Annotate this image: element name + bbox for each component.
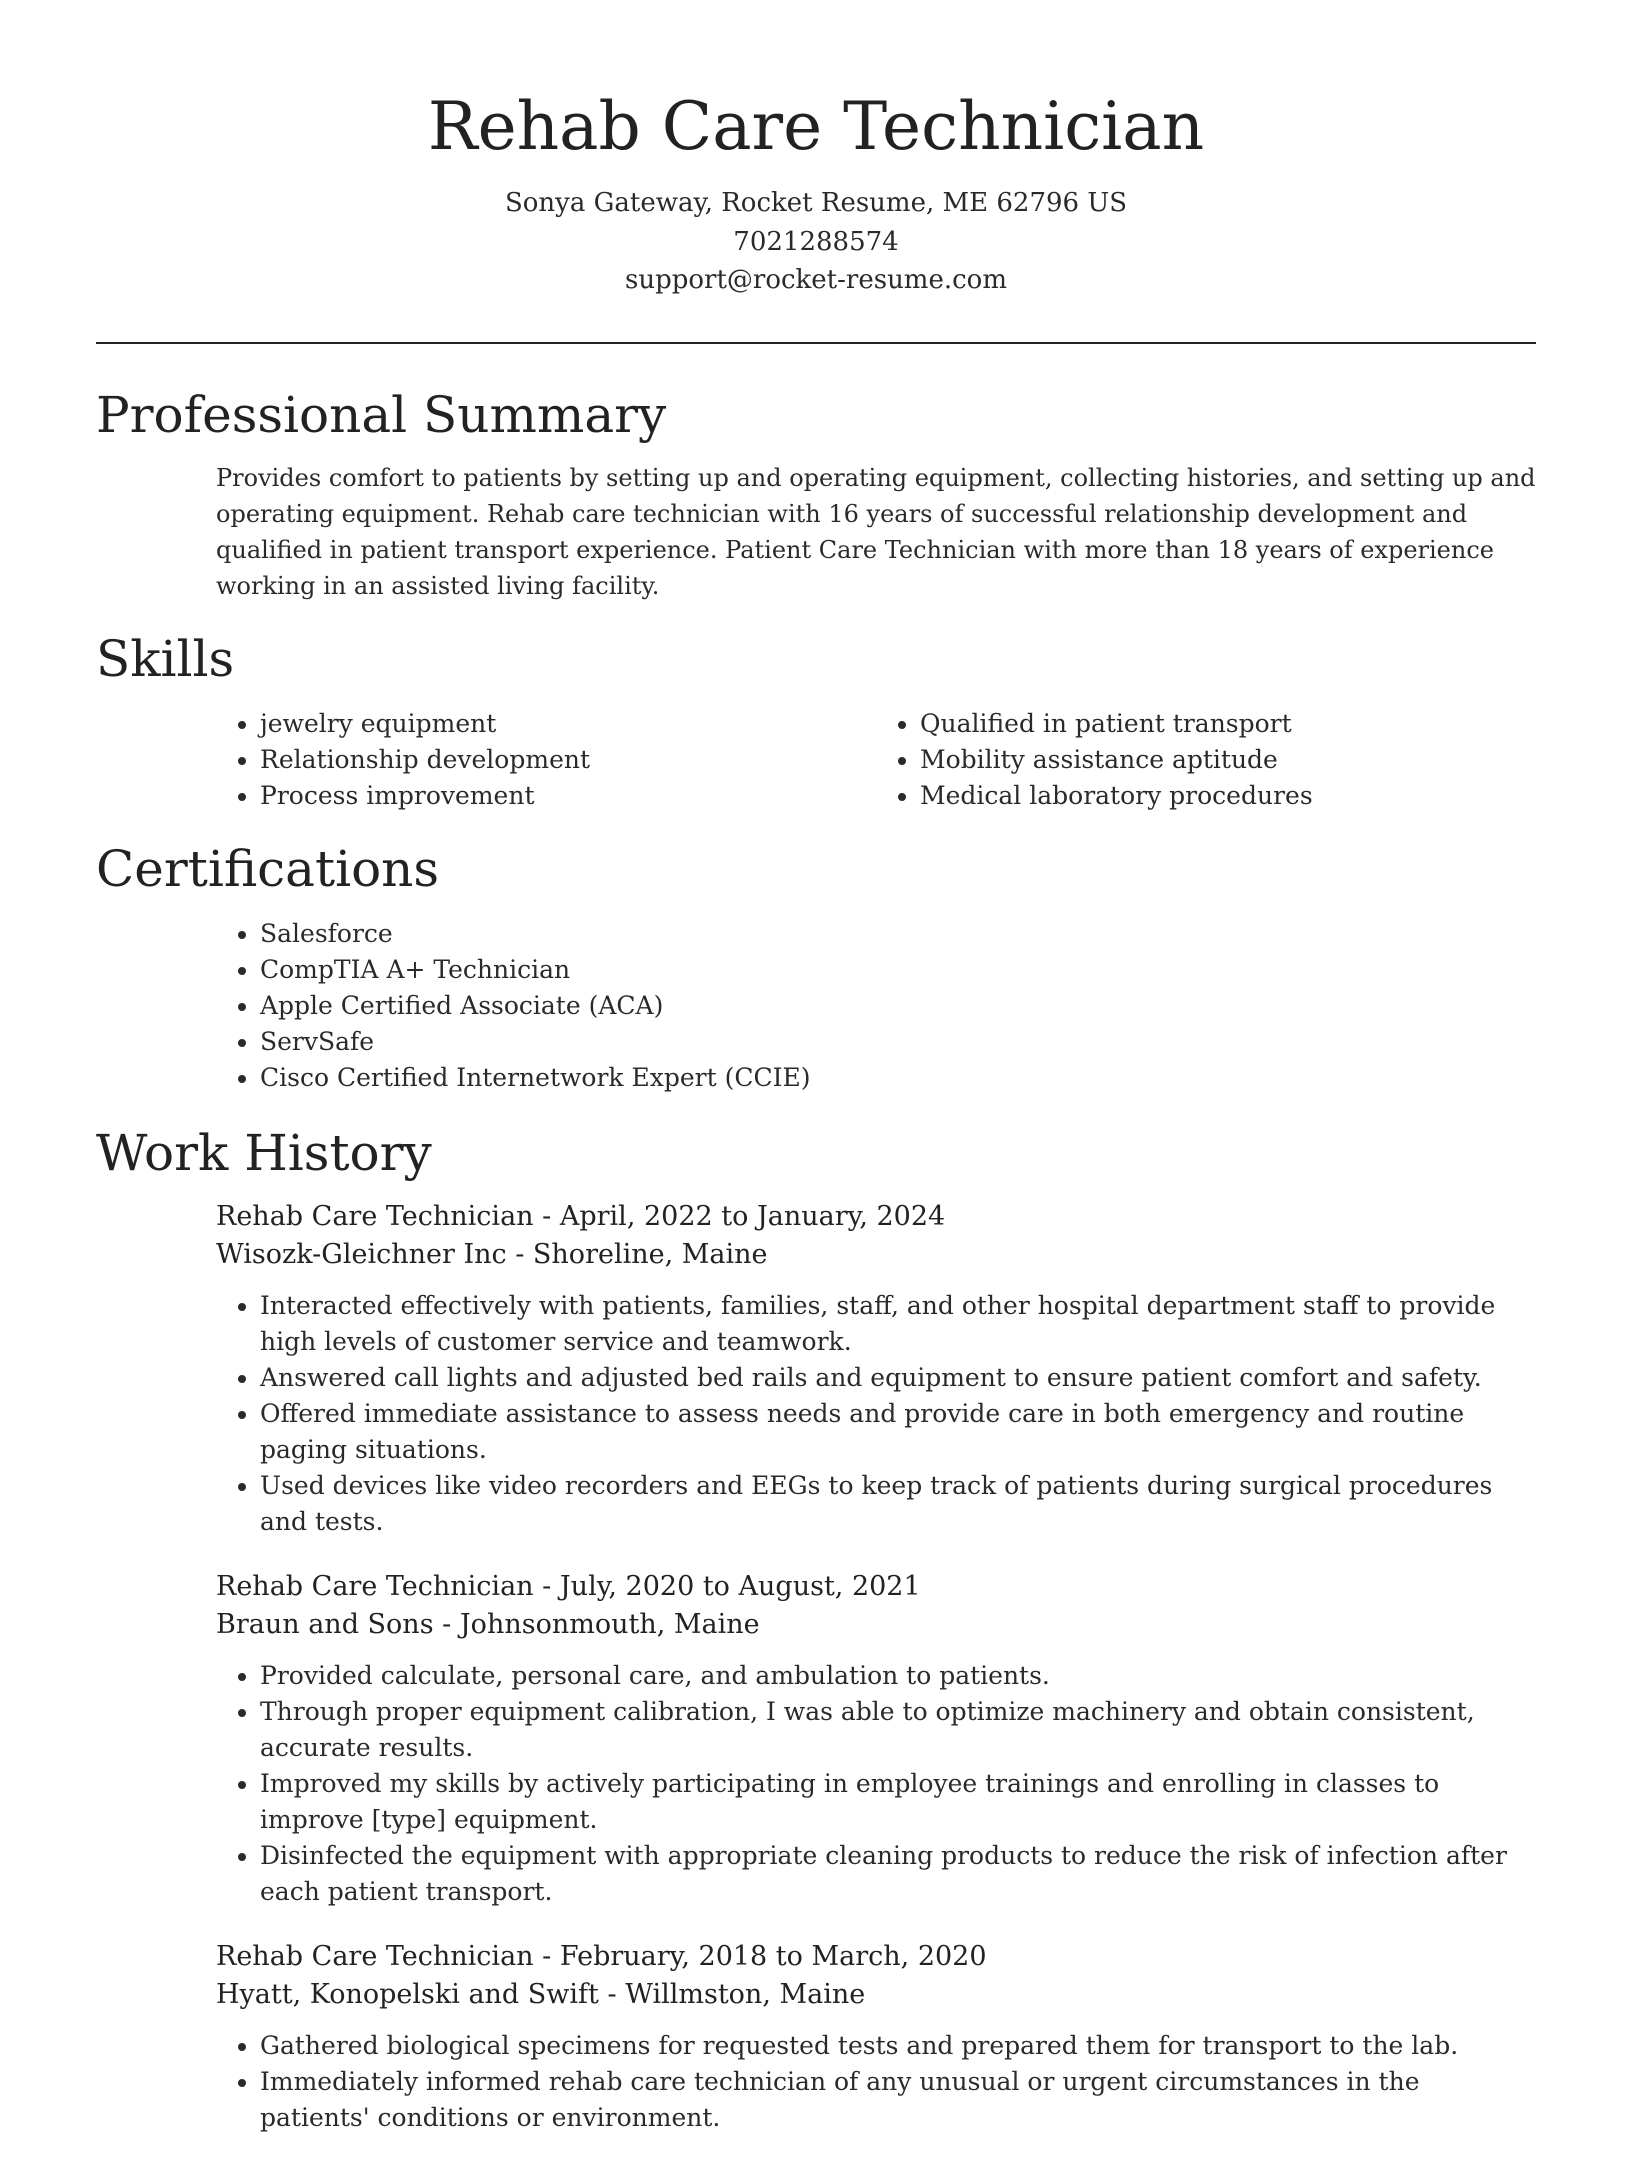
job-company-line: Wisozk-Gleichner Inc - Shoreline, Maine [216,1239,768,1270]
certifications-heading: Certifications [96,840,440,898]
certifications-list [216,916,1536,1096]
job-duty: • Provided calculate, personal care, and ambulation to patients. [260,1658,1536,1694]
work-history-section [96,1118,1536,2136]
job-company: Wisozk-Gleichner Inc [216,1239,507,1270]
header-divider [96,342,1536,344]
job-duty: • Disinfected the equipment with appropriate cleaning products to reduce the risk of infection after each patient transport. [260,1838,1536,1910]
job-duty: • Interacted effectively with patients, families, staff, and other hospital department staff to provide high levels of customer service and teamwork. [260,1288,1536,1360]
skill-item: • jewelry equipment [260,706,876,742]
job-company: Braun and Sons [216,1609,434,1640]
job-dates: July, 2020 to August, 2021 [559,1571,921,1602]
skills-left-list [216,706,876,814]
skill-item: • Mobility assistance aptitude [920,742,1536,778]
job-location: Willmston, Maine [625,1979,866,2010]
job-title: Rehab Care Technician [216,1571,534,1602]
address: Sonya Gateway, Rocket Resume, ME 62796 US [504,188,1128,218]
job-location: Shoreline, Maine [532,1239,768,1270]
resume-header [0,0,1632,300]
skill-item: • Relationship development [260,742,876,778]
certification-item: • Salesforce [260,916,1536,952]
summary-heading: Professional Summary [96,386,667,444]
phone: 7021288574 [733,226,899,257]
summary-section [96,380,1536,604]
skills-columns [216,706,1536,814]
job-company: Hyatt, Konopelski and Swift [216,1979,599,2010]
candidate-title: Rehab Care Technician [427,88,1205,165]
email: support@rocket-resume.com [624,265,1007,295]
certification-item: • Apple Certified Associate (ACA) [260,988,1536,1024]
skill-item: • Process improvement [260,778,876,814]
job-title-line: Rehab Care Technician - February, 2018 to March, 2020 [216,1941,987,1972]
resume-body [96,380,1536,2164]
job-duties-list [216,1658,1536,1910]
job-duties-list [216,2028,1536,2136]
job-dates: February, 2018 to March, 2020 [559,1941,987,1972]
certification-item: • Cisco Certified Internetwork Expert (CCIE) [260,1060,1536,1096]
job-duty: • Used devices like video recorders and EEGs to keep track of patients during surgical procedures and tests. [260,1468,1536,1540]
job-duty: • Answered call lights and adjusted bed rails and equipment to ensure patient comfort and safety. [260,1360,1536,1396]
skills-heading: Skills [96,630,235,688]
certification-item: • ServSafe [260,1024,1536,1060]
job-location: Johnsonmouth, Maine [459,1609,760,1640]
job-duty: • Through proper equipment calibration, I was able to optimize machinery and obtain consistent, accurate results. [260,1694,1536,1766]
skill-item: • Qualified in patient transport [920,706,1536,742]
job-title: Rehab Care Technician [216,1201,534,1232]
work-history-heading: Work History [96,1124,432,1182]
job-duty: • Offered immediate assistance to assess needs and provide care in both emergency and routine paging situations. [260,1396,1536,1468]
job-dates: April, 2022 to January, 2024 [559,1201,946,1232]
certifications-section [96,834,1536,1096]
job-entry [216,1198,1536,1540]
job-entry [216,1568,1536,1910]
job-title-line: Rehab Care Technician - July, 2020 to August, 2021 [216,1571,921,1602]
job-title: Rehab Care Technician [216,1941,534,1972]
job-title-line: Rehab Care Technician - April, 2022 to January, 2024 [216,1201,946,1232]
job-entry [216,1938,1536,2136]
job-duty: • Immediately informed rehab care technician of any unusual or urgent circumstances in the patients' conditions or environment. [260,2064,1536,2136]
job-duties-list [216,1288,1536,1540]
contact-block [0,184,1632,300]
skills-right-list [876,706,1536,814]
job-company-line: Hyatt, Konopelski and Swift - Willmston, Maine [216,1979,866,2010]
skills-section [96,624,1536,814]
job-duty: • Gathered biological specimens for requested tests and prepared them for transport to the lab. [260,2028,1536,2064]
certification-item: • CompTIA A+ Technician [260,952,1536,988]
job-duty: • Improved my skills by actively participating in employee trainings and enrolling in classes to improve [type] equipment. [260,1766,1536,1838]
job-company-line: Braun and Sons - Johnsonmouth, Maine [216,1609,760,1640]
summary-text: Provides comfort to patients by setting up and operating equipment, collecting histories, and setting up and operating equipment. Rehab care technician with 16 years of successful relationship development and qualified in patient transport experience. Patient Care Technician with more than 18 years of experience working in an assisted living facility. [216,464,1536,600]
skill-item: • Medical laboratory procedures [920,778,1536,814]
